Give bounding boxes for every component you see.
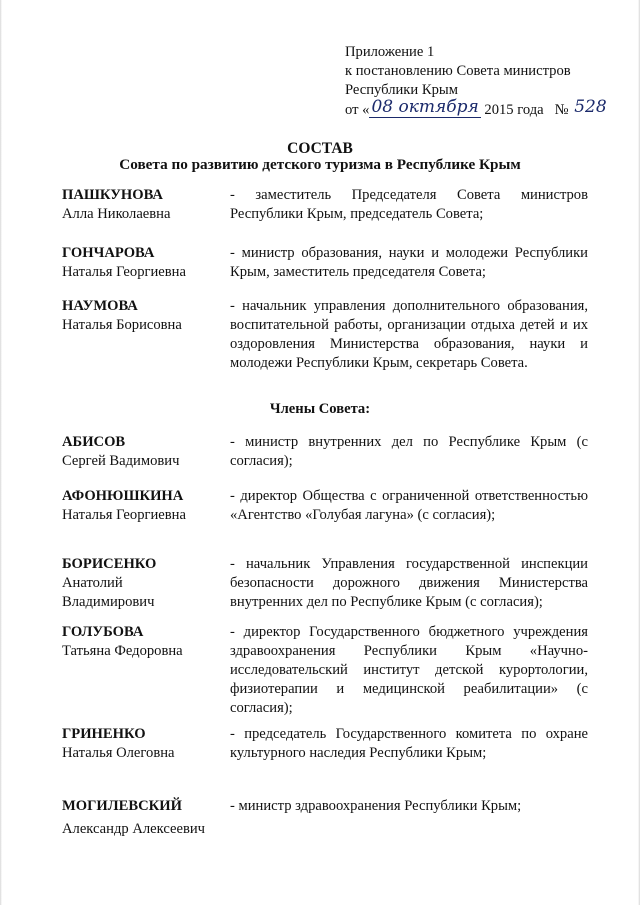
person-given-name: Александр Алексеевич xyxy=(62,821,206,837)
person-surname: МОГИЛЕВСКИЙ xyxy=(62,798,182,814)
person-surname: АБИСОВ xyxy=(62,434,126,450)
person-name xyxy=(62,623,227,661)
person-surname: ГОНЧАРОВА xyxy=(62,245,155,261)
handwritten-number: 528 xyxy=(574,97,607,117)
person-given-name: Наталья Борисовна xyxy=(62,317,182,333)
appendix-block xyxy=(345,43,615,119)
person-given-name: Наталья Георгиевна xyxy=(62,264,186,280)
person-role: - начальник управления дополнительного образования, воспитательной работы, организации отдыха детей и их оздоровления Министерства образования, науки и молодежи Республики Крым, секретарь Совета. xyxy=(230,298,588,371)
person-name xyxy=(62,244,227,282)
person-role: - директор Общества с ограниченной ответственностью «Агентство «Голубая лагуна» (с согласия); xyxy=(230,488,588,523)
person-name xyxy=(62,186,227,224)
person-name xyxy=(62,725,227,763)
person-surname: НАУМОВА xyxy=(62,298,138,314)
person-surname: АФОНЮШКИНА xyxy=(62,488,184,504)
person-surname: ГРИНЕНКО xyxy=(62,726,146,742)
person-role: - министр внутренних дел по Республике Крым (с согласия); xyxy=(230,434,588,469)
person-given-name: Наталья Олеговна xyxy=(62,745,175,761)
appendix-line-2: к постановлению Совета министров xyxy=(345,63,571,79)
person-given-name: Сергей Вадимович xyxy=(62,453,180,469)
person-name xyxy=(62,487,227,525)
person-role: - начальник Управления государственной инспекции безопасности дорожного движения Министерства внутренних дел по Республике Крым (с согласия); xyxy=(230,556,588,610)
number-prefix: № xyxy=(554,102,569,118)
person-role: - председатель Государственного комитета по охране культурного наследия Республики Крым; xyxy=(230,726,588,761)
person-name xyxy=(62,555,227,612)
person-role: - заместитель Председателя Совета министров Республики Крым, председатель Совета; xyxy=(230,187,588,222)
person-surname: ГОЛУБОВА xyxy=(62,624,144,640)
person-given-name: Татьяна Федоровна xyxy=(62,643,183,659)
person-name xyxy=(62,433,227,471)
person-name xyxy=(62,797,227,839)
handwritten-date: 08 октября xyxy=(371,97,479,117)
document-subtitle: Совета по развитию детского туризма в Республике Крым xyxy=(119,156,521,173)
document-title: СОСТАВ xyxy=(287,140,353,157)
person-surname: БОРИСЕНКО xyxy=(62,556,157,572)
person-role: - директор Государственного бюджетного учреждения здравоохранения Республики Крым «Научно-исследовательский институт детской курортологии, физиотерапии и медицинской реабилитации» (с согласия); xyxy=(230,624,588,716)
page-edge-left xyxy=(0,0,2,905)
person-surname: ПАШКУНОВА xyxy=(62,187,163,203)
appendix-date-line xyxy=(345,97,615,119)
person-role: - министр здравоохранения Республики Крым; xyxy=(230,798,522,814)
date-prefix: от « xyxy=(345,102,370,118)
person-given-name: Анатолий Владимирович xyxy=(62,575,155,610)
date-suffix: 2015 года xyxy=(484,102,544,118)
person-given-name: Наталья Георгиевна xyxy=(62,507,186,523)
person-role: - министр образования, науки и молодежи Республики Крым, заместитель председателя Совета; xyxy=(230,245,588,280)
appendix-line-1: Приложение 1 xyxy=(345,44,435,60)
appendix-line-3: Республики Крым xyxy=(345,82,458,98)
person-name xyxy=(62,297,227,335)
person-given-name: Алла Николаевна xyxy=(62,206,171,222)
members-heading: Члены Совета: xyxy=(269,401,371,417)
